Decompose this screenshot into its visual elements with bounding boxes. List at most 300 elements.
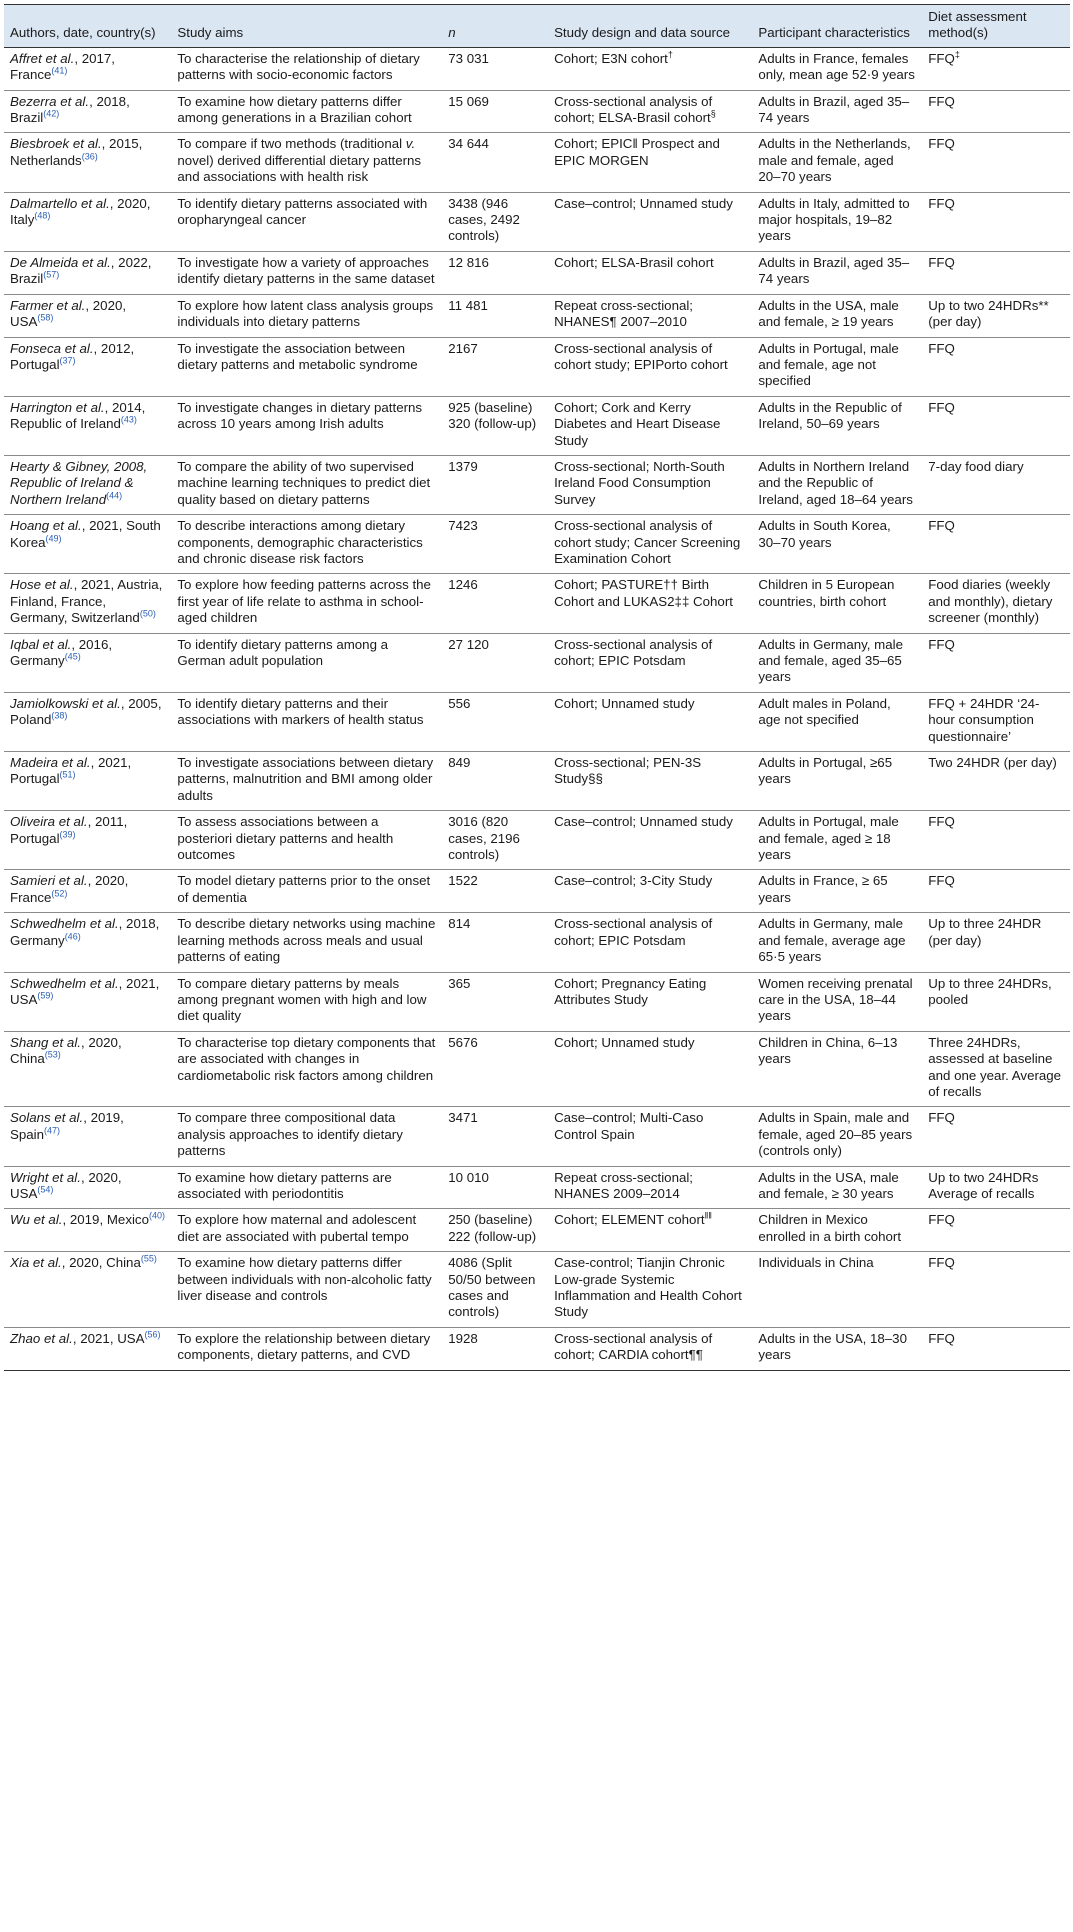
study-design-cell (548, 515, 752, 574)
sample-size-cell: 73 031 (448, 50, 489, 66)
diet-method-cell (922, 515, 1070, 574)
participants-cell: Adults in France, ≥ 65 years (758, 873, 888, 905)
author-rest: , 2011, Portugal (10, 814, 128, 846)
participants-cell: Adults in Italy, admitted to major hospitals, 19–82 years (758, 195, 910, 244)
reference-link[interactable]: (57) (43, 269, 60, 280)
table-row (4, 574, 1070, 633)
study-design-text: Case–control; 3-City Study (554, 873, 713, 889)
author-lead: Solans (10, 1110, 51, 1126)
study-design-cell (548, 913, 752, 972)
author-rest: , 2018, Germany (10, 916, 160, 948)
participants-cell: Adults in the USA, male and female, ≥ 19 years (758, 297, 899, 330)
author-etal: et al. (72, 399, 105, 415)
table-row (4, 1031, 1070, 1107)
author-cell (4, 870, 171, 913)
reference-link[interactable]: (42) (43, 108, 60, 119)
study-design-cell (548, 752, 752, 811)
author-cell (4, 1166, 171, 1209)
diet-method-cell (922, 1031, 1070, 1107)
study-design-cell (548, 337, 752, 396)
author-lead: Zhao (10, 1330, 41, 1346)
study-design-cell (548, 633, 752, 692)
study-design-cell (548, 1209, 752, 1252)
diet-method-text: FFQ (928, 254, 955, 270)
author-lead: De Almeida (10, 254, 79, 270)
author-lead: Farmer (10, 297, 53, 313)
sample-size-cell: 34 644 (448, 136, 489, 152)
sample-size-cell: 27 120 (448, 636, 489, 652)
sample-size-cell: 4086 (Split 50/50 between cases and controls) (448, 1255, 536, 1320)
author-etal: et al. (61, 340, 94, 356)
author-cell (4, 337, 171, 396)
sample-size-cell: 250 (baseline) 222 (follow-up) (448, 1212, 537, 1244)
participants-cell: Children in China, 6–13 years (758, 1034, 898, 1067)
diet-method-cell (922, 913, 1070, 972)
reference-link[interactable]: (38) (51, 710, 68, 721)
author-cell (4, 133, 171, 192)
participants-cell: Adults in Portugal, male and female, age not specified (758, 340, 899, 389)
table-row (4, 1107, 1070, 1166)
study-design-cell (548, 396, 752, 455)
study-aims-cell: To examine how dietary patterns are associated with periodontitis (177, 1169, 392, 1201)
footnote-mark: ‖‖ (704, 1210, 713, 1221)
diet-method-text: FFQ (928, 518, 955, 534)
author-rest: , 2017, France (10, 50, 115, 83)
author-rest: , 2015, Netherlands (10, 136, 143, 168)
author-etal: et al. (49, 518, 82, 534)
diet-method-text: Up to two 24HDRs Average of recalls (928, 1169, 1039, 1201)
study-design-text: Cross-sectional analysis of cohort; EPIC Potsdam (554, 636, 713, 668)
author-etal: et al. (77, 195, 110, 211)
author-etal: et al. (41, 577, 74, 593)
participants-cell: Adults in Northern Ireland and the Republic of Ireland, aged 18–64 years (758, 458, 913, 507)
diet-method-text: FFQ (928, 399, 955, 415)
study-design-text: Cross-sectional; PEN-3S Study§§ (554, 755, 702, 787)
study-aims-cell: To investigate associations between dietary patterns, malnutrition and BMI among older adults (177, 755, 434, 803)
sample-size-cell: 3016 (820 cases, 2196 controls) (448, 814, 520, 863)
participants-cell: Adults in Germany, male and female, average age 65·5 years (758, 916, 906, 965)
author-cell (4, 294, 171, 337)
author-etal: et al. (56, 93, 90, 109)
author-lead: Affret (10, 50, 42, 66)
author-lead: Wu (10, 1212, 30, 1228)
table-row (4, 251, 1070, 294)
author-cell (4, 972, 171, 1031)
author-etal: et al. (29, 1212, 63, 1228)
study-aims-cell: To investigate the association between dietary patterns and metabolic syndrome (177, 340, 418, 372)
reference-link[interactable]: (54) (37, 1184, 54, 1195)
author-cell (4, 1327, 171, 1370)
author-etal: et al. (40, 1330, 73, 1346)
study-aims-cell: To compare three compositional data analysis approaches to identify dietary patterns (177, 1110, 403, 1159)
study-design-text: Cohort; Cork and Kerry Diabetes and Heart Disease Study (554, 399, 721, 448)
table-row (4, 1209, 1070, 1252)
author-lead: Hose (10, 577, 42, 593)
footnote-mark: § (710, 108, 716, 119)
author-cell (4, 515, 171, 574)
sample-size-cell: 3438 (946 cases, 2492 controls) (448, 195, 520, 244)
table-row (4, 1327, 1070, 1370)
diet-method-text: FFQ (928, 340, 955, 356)
study-design-cell (548, 692, 752, 751)
study-design-cell (548, 1031, 752, 1107)
table-row (4, 1252, 1070, 1328)
diet-method-cell (922, 133, 1070, 192)
author-cell (4, 574, 171, 633)
study-design-text: Cross-sectional analysis of cohort; CARDIA cohort¶¶ (554, 1330, 713, 1363)
header-diet-method: Diet assessment method(s) (928, 9, 1027, 41)
author-lead: Samieri (10, 873, 56, 889)
study-aims-cell: To assess associations between a posteriori dietary patterns and health outcomes (177, 814, 394, 863)
author-cell (4, 251, 171, 294)
sample-size-cell: 925 (baseline) 320 (follow-up) (448, 399, 537, 432)
diet-method-text: FFQ (928, 1330, 955, 1346)
participants-cell: Adults in Germany, male and female, aged 35–65 years (758, 636, 903, 685)
author-cell (4, 1031, 171, 1107)
diet-method-text: FFQ (928, 93, 955, 109)
study-design-cell (548, 972, 752, 1031)
author-rest: , 2018, Brazil (10, 93, 130, 126)
participants-cell: Adults in Brazil, aged 35–74 years (758, 93, 910, 126)
study-design-cell (548, 294, 752, 337)
table-row (4, 47, 1070, 90)
sample-size-cell: 2167 (448, 340, 478, 356)
diet-method-text: FFQ (928, 873, 955, 889)
author-lead: Iqbal (10, 636, 39, 652)
author-rest: , 2020, USA (10, 1169, 122, 1201)
reference-link[interactable]: (40) (148, 1210, 165, 1221)
diet-method-text: FFQ (928, 1255, 955, 1271)
diet-method-cell (922, 1327, 1070, 1370)
study-aims-cell: To identify dietary patterns associated with oropharyngeal cancer (177, 195, 428, 228)
table-row (4, 972, 1070, 1031)
participants-cell: Adults in the USA, 18–30 years (758, 1330, 907, 1363)
sample-size-cell: 1379 (448, 458, 478, 474)
author-cell (4, 47, 171, 90)
diet-method-text: Up to three 24HDR (per day) (928, 916, 1042, 948)
author-lead: Schwedhelm (10, 975, 87, 991)
author-lead: Hearty & Gibney, 2008, Republic of Ireland & Northern Ireland (10, 458, 148, 507)
author-cell (4, 811, 171, 870)
author-rest: , 2021, USA (72, 1330, 145, 1346)
author-etal: et al. (69, 136, 102, 152)
table-row (4, 396, 1070, 455)
author-cell (4, 633, 171, 692)
author-cell (4, 752, 171, 811)
author-etal: et al. (48, 1034, 81, 1050)
reference-link[interactable]: (43) (120, 414, 137, 425)
studies-table (4, 4, 1070, 1371)
reference-link[interactable]: (59) (37, 990, 54, 1001)
diet-method-cell (922, 811, 1070, 870)
study-aims-cell: To examine how dietary patterns differ among generations in a Brazilian cohort (177, 93, 412, 126)
study-design-cell (548, 251, 752, 294)
reference-link[interactable]: (41) (51, 65, 68, 76)
table-row (4, 752, 1070, 811)
study-design-text: Cohort; PASTURE†† Birth Cohort and LUKAS2‡‡ Cohort (554, 577, 733, 609)
study-design-text: Cohort; Unnamed study (554, 1034, 695, 1050)
author-rest: , 2005, Poland (10, 695, 162, 728)
author-etal: et al. (88, 695, 121, 711)
reference-link[interactable]: (45) (64, 651, 81, 662)
table-row (4, 133, 1070, 192)
diet-method-cell (922, 752, 1070, 811)
diet-method-text: Up to two 24HDRs** (per day) (928, 297, 1049, 330)
sample-size-cell: 12 816 (448, 254, 489, 270)
diet-method-cell (922, 574, 1070, 633)
reference-link[interactable]: (37) (59, 355, 76, 366)
study-aims-cell: To compare the ability of two supervised machine learning techniques to predict diet quality based on dietary patterns (177, 458, 431, 507)
author-rest: , 2019, Spain (10, 1110, 124, 1142)
diet-method-text: FFQ + 24HDR ‘24-hour consumption questionnaire’ (928, 695, 1040, 744)
participants-cell: Children in Mexico enrolled in a birth cohort (758, 1212, 902, 1244)
study-design-cell (548, 1327, 752, 1370)
reference-link[interactable]: (48) (34, 210, 51, 221)
diet-method-text: FFQ (928, 195, 955, 211)
diet-method-cell (922, 90, 1070, 133)
study-design-text: Case-control; Tianjin Chronic Low-grade Systemic Inflammation and Health Cohort Study (554, 1255, 742, 1320)
study-design-cell (548, 574, 752, 633)
study-design-text: Cohort; ELEMENT cohort (554, 1212, 705, 1228)
author-rest: , 2020, USA (10, 297, 127, 330)
reference-link[interactable]: (47) (44, 1125, 61, 1136)
header-authors: Authors, date, country(s) (10, 25, 156, 41)
study-design-cell (548, 1166, 752, 1209)
author-rest: , 2016, Germany (10, 636, 113, 668)
author-etal: et al. (38, 636, 72, 652)
study-aims-cell: To compare if two methods (traditional v. novel) derived differential dietary patterns and associations with health risk (177, 136, 422, 185)
diet-method-cell (922, 47, 1070, 90)
study-design-cell (548, 1252, 752, 1328)
sample-size-cell: 1928 (448, 1330, 478, 1346)
diet-method-cell (922, 870, 1070, 913)
diet-method-cell (922, 1252, 1070, 1328)
study-design-text: Cohort; Pregnancy Eating Attributes Study (554, 975, 707, 1007)
study-design-cell (548, 47, 752, 90)
study-design-cell (548, 192, 752, 251)
participants-cell: Women receiving prenatal care in the USA, 18–44 years (758, 975, 913, 1024)
author-etal: et al. (86, 975, 119, 991)
table-row (4, 515, 1070, 574)
participants-cell: Adults in Portugal, ≥65 years (758, 755, 893, 787)
study-design-text: Cross-sectional analysis of cohort; EPIC Potsdam (554, 916, 713, 948)
author-etal: et al. (50, 1110, 84, 1126)
study-design-text: Case–control; Unnamed study (554, 814, 733, 830)
diet-method-cell (922, 692, 1070, 751)
table-row (4, 455, 1070, 514)
study-aims-cell: To describe interactions among dietary components, demographic characteristics and chronic disease risk factors (177, 518, 423, 566)
study-design-text: Repeat cross-sectional; NHANES¶ 2007–2010 (554, 297, 694, 330)
author-rest: , 2021, South Korea (10, 518, 161, 550)
author-etal: et al. (55, 814, 88, 830)
participants-cell: Children in 5 European countries, birth cohort (758, 577, 895, 609)
study-aims-cell: To explore how maternal and adolescent diet are associated with pubertal tempo (177, 1212, 417, 1244)
study-design-text: Cohort; Unnamed study (554, 695, 695, 711)
author-cell (4, 692, 171, 751)
study-aims-cell: To characterise top dietary components that are associated with changes in cardiometabolic risk factors among children (177, 1034, 436, 1083)
participants-cell: Individuals in China (758, 1255, 874, 1271)
diet-method-cell (922, 1107, 1070, 1166)
study-design-cell (548, 90, 752, 133)
diet-method-cell (922, 1209, 1070, 1252)
study-design-cell (548, 1107, 752, 1166)
diet-method-text: Up to three 24HDRs, pooled (928, 975, 1052, 1007)
diet-method-text: FFQ (928, 50, 955, 66)
footnote-mark: † (667, 49, 673, 60)
author-cell (4, 192, 171, 251)
reference-link[interactable]: (58) (37, 312, 54, 323)
sample-size-cell: 5676 (448, 1034, 478, 1050)
diet-method-cell (922, 633, 1070, 692)
participants-cell: Adults in Spain, male and female, aged 20–85 years (controls only) (758, 1110, 913, 1159)
study-design-text: Cross-sectional; North-South Ireland Food Consumption Survey (554, 458, 725, 507)
study-design-text: Cross-sectional analysis of cohort study; EPIPorto cohort (554, 340, 728, 372)
author-etal: et al. (29, 1255, 62, 1271)
author-cell (4, 90, 171, 133)
study-design-text: Cohort; EPIC‖ Prospect and EPIC MORGEN (554, 136, 720, 168)
study-design-cell (548, 811, 752, 870)
author-lead: Fonseca (10, 340, 61, 356)
reference-link[interactable]: (53) (44, 1049, 61, 1060)
study-aims-cell: To investigate changes in dietary patterns across 10 years among Irish adults (177, 399, 423, 432)
study-aims-cell: To examine how dietary patterns differ between individuals with non-alcoholic fatty liver disease and controls (177, 1255, 432, 1303)
reference-link[interactable]: (46) (64, 931, 81, 942)
diet-method-text: Three 24HDRs, assessed at baseline and one year. Average of recalls (928, 1034, 1062, 1099)
author-cell (4, 1209, 171, 1252)
participants-cell: Adults in the Republic of Ireland, 50–69 years (758, 399, 902, 432)
author-cell (4, 455, 171, 514)
table-row (4, 633, 1070, 692)
author-lead: Jamiolkowski (10, 695, 89, 711)
diet-method-text: FFQ (928, 1110, 955, 1126)
diet-method-cell (922, 251, 1070, 294)
author-lead: Madeira (10, 755, 59, 771)
study-aims-cell: To explore how latent class analysis groups individuals into dietary patterns (177, 297, 434, 330)
reference-link[interactable]: (36) (81, 151, 98, 162)
diet-method-cell (922, 294, 1070, 337)
sample-size-cell: 556 (448, 695, 471, 711)
author-rest: , 2020, China (10, 1034, 122, 1067)
study-design-cell (548, 133, 752, 192)
author-cell (4, 1107, 171, 1166)
header-row (4, 5, 1070, 48)
study-aims-cell: To model dietary patterns prior to the onset of dementia (177, 873, 431, 905)
table-row (4, 870, 1070, 913)
study-aims-cell: To characterise the relationship of dietary patterns with socio-economic factors (177, 50, 420, 83)
author-cell (4, 1252, 171, 1328)
header-study-aims: Study aims (177, 25, 244, 41)
table-header (4, 5, 1070, 48)
author-etal: et al. (55, 873, 88, 889)
sample-size-cell: 10 010 (448, 1169, 489, 1185)
author-lead: Oliveira (10, 814, 56, 830)
study-design-text: Cross-sectional analysis of cohort study; Cancer Screening Examination Cohort (554, 518, 741, 566)
author-rest: , 2020, Italy (10, 195, 151, 228)
author-etal: et al. (86, 916, 119, 932)
table-row (4, 913, 1070, 972)
diet-method-text: Food diaries (weekly and monthly), dietary screener (monthly) (928, 577, 1053, 626)
diet-method-cell (922, 337, 1070, 396)
reference-link[interactable]: (39) (59, 829, 76, 840)
study-design-text: Cohort; ELSA-Brasil cohort (554, 254, 714, 270)
study-design-cell (548, 870, 752, 913)
author-rest: , 2020, China (61, 1255, 141, 1271)
author-cell (4, 396, 171, 455)
author-lead: Harrington (10, 399, 73, 415)
sample-size-cell: 3471 (448, 1110, 478, 1126)
study-aims-cell: To compare dietary patterns by meals among pregnant women with high and low diet quality (177, 975, 427, 1024)
study-aims-cell: To explore how feeding patterns across the first year of life relate to asthma in school-aged children (177, 577, 431, 626)
reference-link[interactable]: (49) (45, 533, 62, 544)
table-row (4, 90, 1070, 133)
author-lead: Schwedhelm (10, 916, 87, 932)
diet-method-text: FFQ (928, 1212, 955, 1228)
author-etal: et al. (78, 254, 111, 270)
participants-cell: Adults in South Korea, 30–70 years (758, 518, 891, 550)
participants-cell: Adults in Portugal, male and female, aged ≥ 18 years (758, 814, 899, 863)
sample-size-cell: 15 069 (448, 93, 489, 109)
author-rest: , 2022, Brazil (10, 254, 152, 287)
diet-method-text: FFQ (928, 636, 955, 652)
sample-size-cell: 814 (448, 916, 471, 932)
reference-link[interactable]: (50) (139, 608, 156, 619)
participants-cell: Adults in France, females only, mean age 52·9 years (758, 50, 915, 83)
reference-link[interactable]: (55) (140, 1253, 157, 1264)
header-participants: Participant characteristics (758, 25, 910, 41)
participants-cell: Adults in the USA, male and female, ≥ 30 years (758, 1169, 899, 1201)
reference-link[interactable]: (51) (59, 770, 76, 781)
diet-method-text: Two 24HDR (per day) (928, 755, 1057, 771)
author-rest: , 2021, Portugal (10, 755, 132, 787)
study-design-text: Cohort; E3N cohort (554, 50, 668, 66)
participants-cell: Adult males in Poland, age not specified (758, 695, 891, 728)
author-rest: , 2021, USA (10, 975, 160, 1007)
study-aims-cell: To describe dietary networks using machine learning methods across meals and usual patterns of eating (177, 916, 436, 965)
author-rest: , 2020, France (10, 873, 129, 905)
study-design-text: Cross-sectional analysis of cohort; ELSA-Brasil cohort (554, 93, 713, 126)
author-lead: Biesbroek (10, 136, 70, 152)
reference-link[interactable]: (44) (106, 490, 123, 501)
table-row (4, 294, 1070, 337)
diet-method-cell (922, 455, 1070, 514)
author-lead: Xia (10, 1255, 30, 1271)
study-design-text: Case–control; Multi-Caso Control Spain (554, 1110, 704, 1142)
diet-method-text: 7-day food diary (928, 458, 1024, 474)
author-lead: Bezerra (10, 93, 57, 109)
reference-link[interactable]: (52) (51, 888, 68, 899)
author-rest: , 2021, Austria, Finland, France, Germany, Switzerland (10, 577, 163, 626)
sample-size-cell: 849 (448, 755, 471, 771)
study-design-text: Repeat cross-sectional; NHANES 2009–2014 (554, 1169, 694, 1201)
author-cell (4, 913, 171, 972)
diet-method-text: FFQ (928, 136, 955, 152)
author-lead: Dalmartello (10, 195, 78, 211)
header-n: n (448, 25, 456, 41)
reference-link[interactable]: (56) (144, 1329, 161, 1340)
sample-size-cell: 1246 (448, 577, 478, 593)
author-etal: et al. (52, 297, 86, 313)
author-lead: Hoang (10, 518, 50, 534)
diet-method-cell (922, 1166, 1070, 1209)
author-rest: , 2014, Republic of Ireland (10, 399, 146, 432)
study-aims-cell: To explore the relationship between dietary components, dietary patterns, and CVD (177, 1330, 431, 1363)
participants-cell: Adults in Brazil, aged 35–74 years (758, 254, 910, 287)
sample-size-cell: 365 (448, 975, 471, 991)
sample-size-cell: 1522 (448, 873, 478, 889)
author-etal: et al. (58, 755, 91, 771)
study-design-text: Case–control; Unnamed study (554, 195, 733, 211)
study-aims-cell: To investigate how a variety of approaches identify dietary patterns in the same dataset (177, 254, 435, 287)
